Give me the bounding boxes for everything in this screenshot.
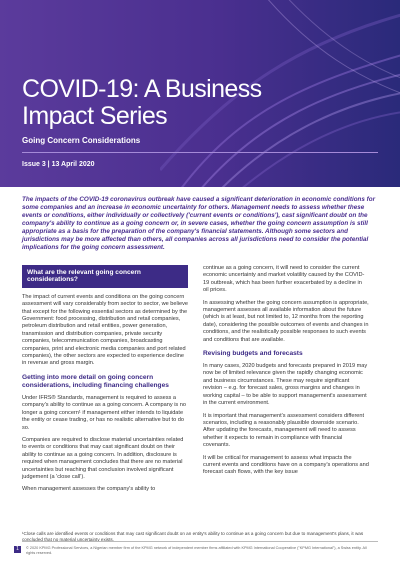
right-paragraph-3: In many cases, 2020 budgets and forecasts prepared in 2019 may now be of limited relevance given the rapidly changing economic and business circumstances. These may require significant revision – e.g. for forecast sales, gross margins and changes in working capital – to be able to support management's assessment in the current environment.	[203, 363, 368, 407]
copyright-notice: © 2020 KPMG Professional Services, a Nigerian member firm of the KPMG network of independent member firms affiliated with KPMG International Cooperative ("KPMG International"), a Swiss entity. All rights reserved.	[26, 546, 367, 555]
footer-divider	[22, 541, 378, 542]
left-subheading: Getting into more detail on going concern considerations, including financing challenges	[22, 373, 169, 389]
intro-paragraph: The impacts of the COVID-19 coronavirus outbreak have caused a significant deterioration in economic conditions for some companies and an increase in economic uncertainty for others. Management needs to assess whether these events or conditions, either individually or collectively ('current events or conditions'), cast significant doubt on the company's ability to continue as a going concern or, in severe cases, whether the going concern assumption is still appropriate as a basis for the preparation of the company's financial statements. Although some sectors and jurisdictions may be more affected than others, all companies across all jurisdictions need to consider the potential implications for the going concern assessment.	[22, 196, 376, 251]
right-paragraph-4: It is important that management's assessment considers different scenarios, including a reasonably plausible downside scenario. After updating the forecasts, management will need to assess whether it expects to remain in compliance with financial covenants.	[203, 412, 365, 449]
right-paragraph-2: In assessing whether the going concern assumption is appropriate, management assesses all available information about the future (which is at least, but not limited to, 12 months from the reporting date), considering the possible outcomes of events and changes in conditions, and the realistically possible responses to such events and conditions that are available.	[203, 299, 369, 343]
page-subtitle: Going Concern Considerations	[22, 136, 141, 145]
left-paragraph-1: The impact of current events and conditions on the going concern assessment will vary considerably from sector to sector, we believe that except for the following essential sectors as determined by the Government: food processing, distribution and retail companies, petroleum distribution and retail entities, power generation, transmission and distribution companies, private security companies, telecommunication companies, broadcasting companies, print and electronic media companies and port related companies), the other sectors are expected to experience decline in revenue and gross margin.	[22, 293, 189, 367]
left-paragraph-2: Under IFRS® Standards, management is required to assess a company's ability to continue as a going concern. A company is no longer a going concern¹ if management either intends to liquidate the entity or cease trading, or has no realistic alternative but to do so.	[22, 394, 187, 431]
issue-date: Issue 3 | 13 April 2020	[22, 161, 95, 168]
footnote: ¹Close calls are identified events or conditions that may cast significant doubt on an entity's ability to continue as a going concern but due to management's plans, it was concluded that no material uncertainty exists.	[22, 531, 364, 542]
page-number: 1	[14, 546, 21, 553]
header-banner	[0, 0, 400, 187]
right-paragraph-1: continue as a going concern, it will need to consider the current economic uncertainty and market volatility caused by the COVID-19 outbreak, which has been further exacerbated by a decline in oil prices.	[203, 265, 365, 294]
left-column	[22, 265, 188, 499]
right-paragraph-5: It will be critical for management to assess what impacts the current events and conditions have on a company's operations and forecast cash flows, with the key issue	[203, 454, 369, 476]
right-subheading: Revising budgets and forecasts	[203, 350, 303, 358]
page-title	[22, 76, 262, 130]
title-line-1: COVID-19: A Business	[22, 75, 262, 103]
banner-divider	[22, 152, 378, 153]
title-line-2: Impact Series	[22, 102, 168, 130]
section-title-bar: What are the relevant going concern considerations?	[22, 265, 188, 288]
left-paragraph-3: Companies are required to disclose material uncertainties related to events or conditions that may cast significant doubt on their ability to continue as a going concern. In addition, disclosure is required when management concludes that there are no material uncertainties but reaching that conclusion involved significant judgement (a 'close call').	[22, 436, 184, 480]
right-column	[203, 265, 369, 482]
left-paragraph-4: When management assesses the company's ability to	[22, 486, 156, 493]
